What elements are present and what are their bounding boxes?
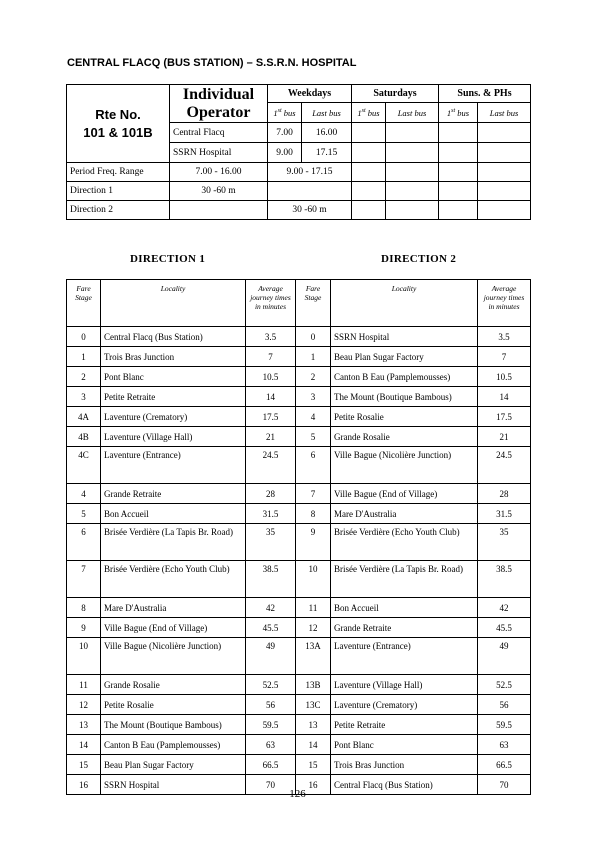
journey-time-1: 7 (246, 347, 296, 367)
fare-stage-1: 13 (67, 715, 101, 735)
locality-2: Laventure (Crematory) (331, 695, 478, 715)
journey-time-1: 31.5 (246, 504, 296, 524)
table-row (67, 675, 531, 695)
locality-1: Laventure (Crematory) (101, 407, 246, 427)
avg-time-header: Average journey times in minutes (478, 280, 531, 327)
journey-time-1: 10.5 (246, 367, 296, 387)
fare-stage-2: 6 (296, 447, 331, 484)
table-row (67, 618, 531, 638)
locality-2: Central Flacq (Bus Station) (331, 775, 478, 795)
journey-time-2: 42 (478, 598, 531, 618)
group-sundays: Suns. & PHs (439, 85, 531, 103)
journey-time-2: 3.5 (478, 327, 531, 347)
journey-time-1: 45.5 (246, 618, 296, 638)
direction-2-heading: DIRECTION 2 (381, 253, 457, 265)
journey-time-2: 35 (478, 524, 531, 561)
locality-1: Ville Bague (End of Village) (101, 618, 246, 638)
locality-2: Pont Blanc (331, 735, 478, 755)
journey-time-1: 28 (246, 484, 296, 504)
first-bus-header: 1st bus (439, 103, 478, 123)
locality-1: Trois Bras Junction (101, 347, 246, 367)
locality-header: Locality (101, 280, 246, 327)
fare-stage-2: 1 (296, 347, 331, 367)
last-bus-header: Last bus (386, 103, 439, 123)
table-row (67, 524, 531, 561)
fare-stage-1: 16 (67, 775, 101, 795)
locality-1: Beau Plan Sugar Factory (101, 755, 246, 775)
fare-stage-1: 12 (67, 695, 101, 715)
page-number: 126 (289, 788, 306, 800)
direction-1-frequency: 30 -60 m (170, 182, 268, 201)
schedule-table (66, 84, 531, 220)
table-row (67, 504, 531, 524)
locality-1: SSRN Hospital (101, 775, 246, 795)
fare-stage-1: 15 (67, 755, 101, 775)
fare-stage-1: 3 (67, 387, 101, 407)
fare-stage-1: 4A (67, 407, 101, 427)
journey-time-2: 14 (478, 387, 531, 407)
avg-time-header: Average journey times in minutes (246, 280, 296, 327)
direction-2-label: Direction 2 (67, 201, 170, 220)
locality-2: Petite Rosalie (331, 407, 478, 427)
route-number-cell (67, 85, 170, 163)
fare-stage-2: 5 (296, 427, 331, 447)
fare-stage-2: 13A (296, 638, 331, 675)
last-bus-header: Last bus (302, 103, 352, 123)
journey-time-2: 45.5 (478, 618, 531, 638)
route-label: Rte No. (95, 106, 141, 122)
journey-time-1: 52.5 (246, 675, 296, 695)
fare-stage-1: 4C (67, 447, 101, 484)
fare-stage-1: 0 (67, 327, 101, 347)
table-row (67, 715, 531, 735)
locality-2: Brisée Verdière (La Tapis Br. Road) (331, 561, 478, 598)
fare-stage-1: 1 (67, 347, 101, 367)
locality-header: Locality (331, 280, 478, 327)
locality-1: The Mount (Boutique Bambous) (101, 715, 246, 735)
journey-time-1: 35 (246, 524, 296, 561)
journey-time-1: 56 (246, 695, 296, 715)
operator-line2: Operator (186, 103, 251, 121)
table-row (67, 638, 531, 675)
locality-2: Laventure (Entrance) (331, 638, 478, 675)
locality-1: Brisée Verdière (La Tapis Br. Road) (101, 524, 246, 561)
fare-stage-2: 2 (296, 367, 331, 387)
last-bus-header: Last bus (478, 103, 531, 123)
fare-stage-1: 2 (67, 367, 101, 387)
fare-stage-2: 8 (296, 504, 331, 524)
fare-stage-2: 13 (296, 715, 331, 735)
fare-stage-2: 9 (296, 524, 331, 561)
journey-time-2: 31.5 (478, 504, 531, 524)
table-row (67, 347, 531, 367)
fare-stage-2: 3 (296, 387, 331, 407)
locality-1: Laventure (Entrance) (101, 447, 246, 484)
locality-2: The Mount (Boutique Bambous) (331, 387, 478, 407)
fare-stage-2: 16 (296, 775, 331, 795)
journey-time-2: 70 (478, 775, 531, 795)
locality-1: Laventure (Village Hall) (101, 427, 246, 447)
fare-stage-2: 7 (296, 484, 331, 504)
journey-time-2: 38.5 (478, 561, 531, 598)
journey-time-2: 17.5 (478, 407, 531, 427)
journey-time-1: 59.5 (246, 715, 296, 735)
locality-2: Ville Bague (Nicolière Junction) (331, 447, 478, 484)
fare-stage-2: 15 (296, 755, 331, 775)
period-range-1: 7.00 - 16.00 (170, 163, 268, 182)
locality-1: Petite Retraite (101, 387, 246, 407)
operator-line1: Individual (182, 85, 255, 103)
table-row (67, 598, 531, 618)
locality-1: Mare D'Australia (101, 598, 246, 618)
locality-2: Canton B Eau (Pamplemousses) (331, 367, 478, 387)
locality-2: Laventure (Village Hall) (331, 675, 478, 695)
journey-time-1: 70 (246, 775, 296, 795)
fare-stage-1: 11 (67, 675, 101, 695)
fare-stage-2: 13C (296, 695, 331, 715)
journey-time-1: 63 (246, 735, 296, 755)
fare-stage-header: Fare Stage (296, 280, 331, 327)
fare-stage-2: 12 (296, 618, 331, 638)
fare-stage-2: 10 (296, 561, 331, 598)
journey-time-1: 38.5 (246, 561, 296, 598)
period-label: Period Freq. Range (67, 163, 170, 182)
journey-time-1: 21 (246, 427, 296, 447)
table-row (67, 387, 531, 407)
table-row (67, 427, 531, 447)
operator-cell (170, 85, 268, 123)
journey-time-2: 21 (478, 427, 531, 447)
table-row (67, 407, 531, 427)
fare-stage-1: 14 (67, 735, 101, 755)
group-saturdays: Saturdays (352, 85, 439, 103)
journey-time-2: 59.5 (478, 715, 531, 735)
first-bus-header: 1st bus (268, 103, 302, 123)
direction-1-heading: DIRECTION 1 (130, 253, 206, 265)
fare-stage-2: 0 (296, 327, 331, 347)
locality-2: Trois Bras Junction (331, 755, 478, 775)
first-bus-header: 1st bus (352, 103, 386, 123)
locality-2: Ville Bague (End of Village) (331, 484, 478, 504)
journey-time-2: 63 (478, 735, 531, 755)
period-range-2: 9.00 - 17.15 (268, 163, 352, 182)
journey-time-2: 52.5 (478, 675, 531, 695)
locality-1: Central Flacq (Bus Station) (101, 327, 246, 347)
fare-stage-1: 9 (67, 618, 101, 638)
locality-1: Brisée Verdière (Echo Youth Club) (101, 561, 246, 598)
table-row (67, 755, 531, 775)
table-row (67, 367, 531, 387)
last-bus-time: 16.00 (302, 123, 352, 143)
locality-1: Bon Accueil (101, 504, 246, 524)
locality-2: SSRN Hospital (331, 327, 478, 347)
fare-stage-1: 4B (67, 427, 101, 447)
first-bus-time: 9.00 (268, 143, 302, 163)
direction-2-frequency: 30 -60 m (268, 201, 352, 220)
journey-time-2: 24.5 (478, 447, 531, 484)
last-bus-time: 17.15 (302, 143, 352, 163)
locality-1: Petite Rosalie (101, 695, 246, 715)
locality-2: Brisée Verdière (Echo Youth Club) (331, 524, 478, 561)
journey-time-1: 14 (246, 387, 296, 407)
fare-stage-1: 8 (67, 598, 101, 618)
fare-stage-header: Fare Stage (67, 280, 101, 327)
fare-stage-1: 5 (67, 504, 101, 524)
fare-stage-2: 14 (296, 735, 331, 755)
locality-1: Ville Bague (Nicolière Junction) (101, 638, 246, 675)
fare-stage-2: 13B (296, 675, 331, 695)
table-row (67, 561, 531, 598)
locality-1: Grande Rosalie (101, 675, 246, 695)
locality-2: Bon Accueil (331, 598, 478, 618)
locality-2: Grande Rosalie (331, 427, 478, 447)
direction-1-label: Direction 1 (67, 182, 170, 201)
journey-time-1: 49 (246, 638, 296, 675)
table-row (67, 735, 531, 755)
locality-1: Canton B Eau (Pamplemousses) (101, 735, 246, 755)
journey-time-1: 42 (246, 598, 296, 618)
locality-2: Beau Plan Sugar Factory (331, 347, 478, 367)
journey-time-1: 24.5 (246, 447, 296, 484)
fare-stage-2: 11 (296, 598, 331, 618)
journey-time-2: 66.5 (478, 755, 531, 775)
table-row (67, 695, 531, 715)
fare-stage-1: 4 (67, 484, 101, 504)
page-title: CENTRAL FLACQ (BUS STATION) – S.S.R.N. HOSPITAL (67, 57, 357, 69)
fare-stage-table (66, 279, 531, 795)
journey-time-1: 17.5 (246, 407, 296, 427)
locality-2: Grande Retraite (331, 618, 478, 638)
first-bus-time: 7.00 (268, 123, 302, 143)
table-row (67, 447, 531, 484)
fare-stage-2: 4 (296, 407, 331, 427)
journey-time-1: 3.5 (246, 327, 296, 347)
fare-stage-1: 6 (67, 524, 101, 561)
journey-time-2: 28 (478, 484, 531, 504)
locality-2: Mare D'Australia (331, 504, 478, 524)
table-row (67, 484, 531, 504)
locality-2: Petite Retraite (331, 715, 478, 735)
journey-time-2: 49 (478, 638, 531, 675)
journey-time-2: 56 (478, 695, 531, 715)
journey-time-1: 66.5 (246, 755, 296, 775)
journey-time-2: 7 (478, 347, 531, 367)
table-row (67, 327, 531, 347)
locality-1: Grande Retraite (101, 484, 246, 504)
stop-name: SSRN Hospital (170, 143, 268, 163)
fare-stage-1: 10 (67, 638, 101, 675)
stop-name: Central Flacq (170, 123, 268, 143)
locality-1: Pont Blanc (101, 367, 246, 387)
group-weekdays: Weekdays (268, 85, 352, 103)
route-number: 101 & 101B (83, 124, 153, 140)
fare-stage-1: 7 (67, 561, 101, 598)
journey-time-2: 10.5 (478, 367, 531, 387)
